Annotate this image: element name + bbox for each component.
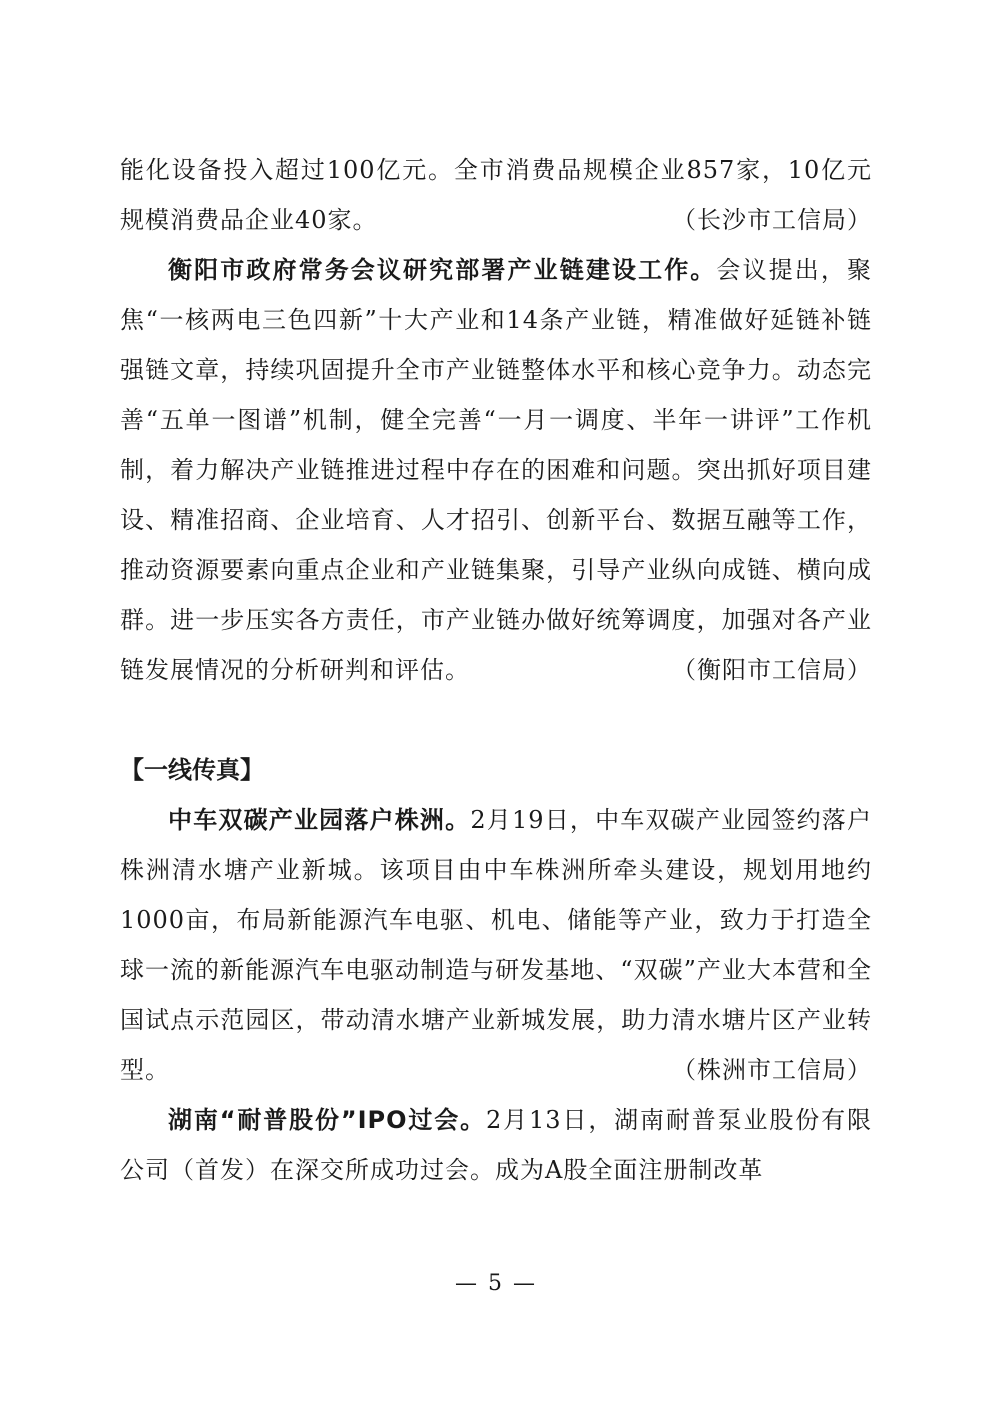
paragraph-naipu (120, 1095, 872, 1195)
paragraph-headline: 衡阳市政府常务会议研究部署产业链建设工作。 (168, 256, 717, 284)
source-zhuzhou: （株洲市工信局） (672, 1056, 872, 1084)
paragraph-headline: 中车双碳产业园落户株洲。 (168, 806, 471, 834)
document-body (120, 145, 872, 1195)
page-number: — 5 — (455, 1271, 537, 1296)
paragraph-headline: 湖南“耐普股份”IPO过会。 (168, 1106, 487, 1134)
paragraph-text: 会议提出，聚焦“一核两电三色四新”十大产业和14条产业链，精准做好延链补链强链文章，持续巩固提升全市产业链整体水平和核心竞争力。动态完善“五单一图谱”机制，健全完善“一月一调度、半年一讲评”工作机制，着力解决产业链推进过程中存在的困难和问题。突出抓好项目建设、精准招商、企业培育、人才招引、创新平台、数据互融等工作，推动资源要素向重点企业和产业链集聚，引导产业纵向成链、横向成群。进一步压实各方责任，市产业链办做好统筹调度，加强对各产业链发展情况的分析研判和评估。 (120, 256, 872, 684)
paragraph-changsha (120, 145, 872, 245)
source-hengyang: （衡阳市工信局） (672, 656, 872, 684)
paragraph-hengyang (120, 245, 872, 695)
paragraph-zhuzhou (120, 795, 872, 1095)
paragraph-text: 2月19日，中车双碳产业园签约落户株洲清水塘产业新城。该项目由中车株洲所牵头建设，规划用地约1000亩，布局新能源汽车电驱、机电、储能等产业，致力于打造全球一流的新能源汽车电驱动制造与研发基地、“双碳”产业大本营和全国试点示范园区，带动清水塘产业新城发展，助力清水塘片区产业转型。 (120, 806, 873, 1084)
section-title: 【一线传真】 (120, 756, 264, 784)
paragraph-text: 2月13日，湖南耐普泵业股份有限公司（首发）在深交所成功过会。成为A股全面注册制改革 (120, 1106, 873, 1184)
source-changsha: （长沙市工信局） (672, 206, 872, 234)
paragraph-text: 能化设备投入超过100亿元。全市消费品规模企业857家，10亿元规模消费品企业40家。 (120, 156, 872, 234)
